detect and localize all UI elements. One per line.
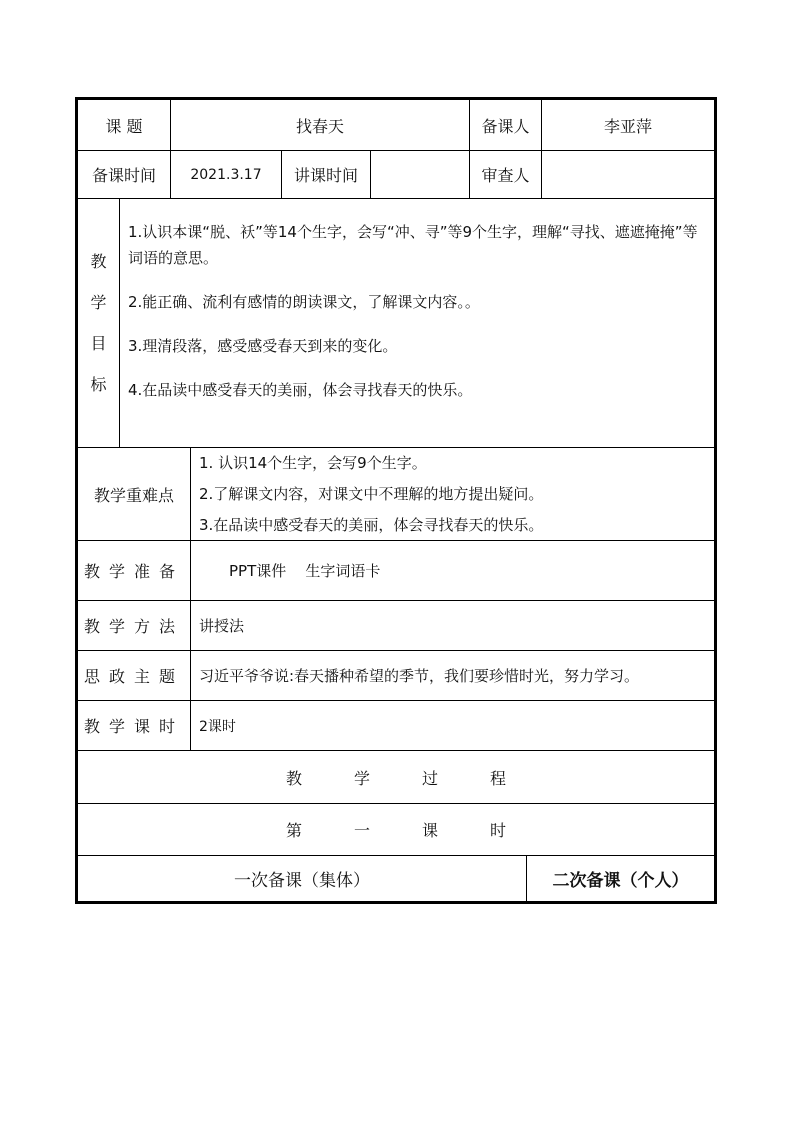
collective-prep-header: 一次备课（集体） [77, 855, 527, 902]
goal-item: 2.能正确、流利有感情的朗读课文，了解课文内容。。 [128, 293, 480, 311]
preparer-value: 李亚萍 [541, 99, 715, 151]
goals-label-char: 标 [90, 375, 107, 394]
lecture-time-label: 讲课时间 [281, 150, 371, 199]
hours-value: 2课时 [190, 700, 715, 751]
key-points-label: 教学重难点 [77, 447, 191, 541]
method-value: 讲授法 [190, 600, 715, 651]
method-label: 教学方法 [77, 600, 191, 651]
personal-prep-header: 二次备课（个人） [526, 855, 715, 902]
key-point-item: 2.了解课文内容，对课文中不理解的地方提出疑问。 [199, 484, 544, 503]
lecture-time-value [370, 150, 470, 199]
topic-label: 课 题 [77, 99, 171, 151]
goals-label [77, 198, 120, 448]
goal-item: 3.理清段落，感受感受春天到来的变化。 [128, 337, 398, 355]
ideology-value: 习近平爷爷说:春天播种希望的季节，我们要珍惜时光，努力学习。 [190, 650, 715, 701]
prep-time-label: 备课时间 [77, 150, 171, 199]
reviewer-label: 审查人 [469, 150, 542, 199]
preparation-value: PPT课件 生字词语卡 [190, 540, 715, 601]
reviewer-value [541, 150, 715, 199]
hours-label: 教学课时 [77, 700, 191, 751]
preparer-label: 备课人 [469, 99, 542, 151]
first-lesson-header: 第一课时 [77, 803, 715, 856]
goal-item: 4.在品读中感受春天的美丽，体会寻找春天的快乐。 [128, 381, 473, 399]
goals-label-char: 教 [90, 252, 107, 271]
preparation-label: 教学准备 [77, 540, 191, 601]
key-points-content [190, 447, 715, 541]
process-header: 教学过程 [77, 750, 715, 804]
goals-content [119, 198, 715, 448]
ideology-label: 思政主题 [77, 650, 191, 701]
goal-item: 1.认识本课“脱、袄”等14个生字，会写“冲、寻”等9个生字，理解“寻找、遮遮掩掩”等词语的意思。 [128, 223, 698, 267]
prep-time-value: 2021.3.17 [170, 150, 282, 199]
goals-label-char: 目 [90, 334, 107, 353]
goals-label-char: 学 [90, 293, 107, 312]
key-point-item: 3.在品读中感受春天的美丽，体会寻找春天的快乐。 [199, 515, 544, 534]
topic-value: 找春天 [170, 99, 470, 151]
key-point-item: 1. 认识14个生字，会写9个生字。 [199, 453, 427, 472]
lesson-plan-table [75, 97, 717, 904]
